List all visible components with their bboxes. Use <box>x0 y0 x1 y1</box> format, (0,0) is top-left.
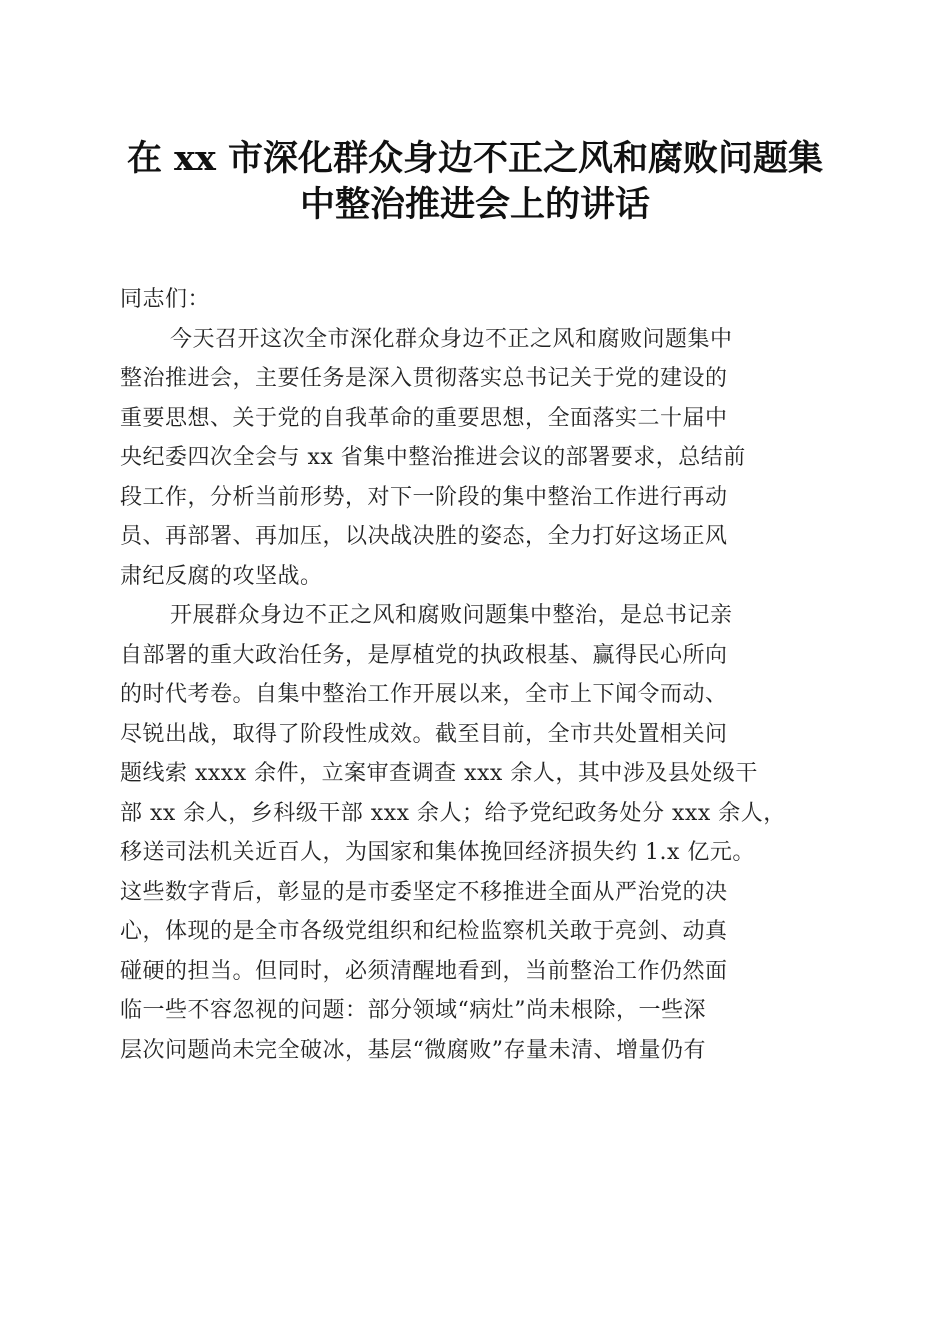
salutation: 同志们： <box>120 287 211 312</box>
paragraph-line: 的时代考卷。自集中整治工作开展以来，全市上下闻令而动、 <box>120 682 728 707</box>
paragraph-line: 移送司法机关近百人，为国家和集体挽回经济损失约 1.x 亿元。 <box>120 840 755 865</box>
paragraph-line: 重要思想、关于党的自我革命的重要思想，全面落实二十届中 <box>120 405 728 431</box>
paragraph-line: 员、再部署、再加压，以决战决胜的姿态，全力打好这场正风 <box>120 524 728 549</box>
paragraph-line: 部 xx 余人，乡科级干部 xxx 余人；给予党纪政务处分 xxx 余人， <box>120 800 786 826</box>
paragraph-line: 开展群众身边不正之风和腐败问题集中整治，是总书记亲 <box>170 603 733 628</box>
paragraph-line: 题线索 xxxx 余件，立案审查调查 xxx 余人，其中涉及县处级干 <box>120 761 758 786</box>
paragraph-line: 这些数字背后，彰显的是市委坚定不移推进全面从严治党的决 <box>120 879 728 905</box>
paragraph-line: 自部署的重大政治任务，是厚植党的执政根基、赢得民心所向 <box>120 642 728 668</box>
paragraph-line: 今天召开这次全市深化群众身边不正之风和腐败问题集中 <box>170 326 733 352</box>
paragraph-line: 心，体现的是全市各级党组织和纪检监察机关敢于亮剑、动真 <box>120 919 728 944</box>
paragraph-line: 尽锐出战，取得了阶段性成效。截至目前，全市共处置相关问 <box>120 721 728 747</box>
paragraph-line: 段工作，分析当前形势，对下一阶段的集中整治工作进行再动 <box>120 484 728 510</box>
paragraph-1 <box>120 320 830 597</box>
paragraph-line: 整治推进会，主要任务是深入贯彻落实总书记关于党的建设的 <box>120 366 728 391</box>
paragraph-line: 碰硬的担当。但同时，必须清醒地看到，当前整治工作仍然面 <box>120 958 728 984</box>
paragraph-line: 临一些不容忽视的问题：部分领域“病灶”尚未根除，一些深 <box>120 998 706 1023</box>
paragraph-2 <box>120 596 830 1070</box>
title-line-1: 在 xx 市深化群众身边不正之风和腐败问题集 <box>126 138 824 179</box>
title-line-2: 中整治推进会上的讲话 <box>299 184 650 225</box>
paragraph-line: 央纪委四次全会与 xx 省集中整治推进会议的部署要求，总结前 <box>120 445 746 470</box>
document-body <box>120 280 830 1070</box>
document-title <box>100 136 850 228</box>
paragraph-line: 层次问题尚未完全破冰，基层“微腐败”存量未清、增量仍有 <box>120 1037 706 1063</box>
paragraph-line: 肃纪反腐的攻坚战。 <box>120 563 323 589</box>
